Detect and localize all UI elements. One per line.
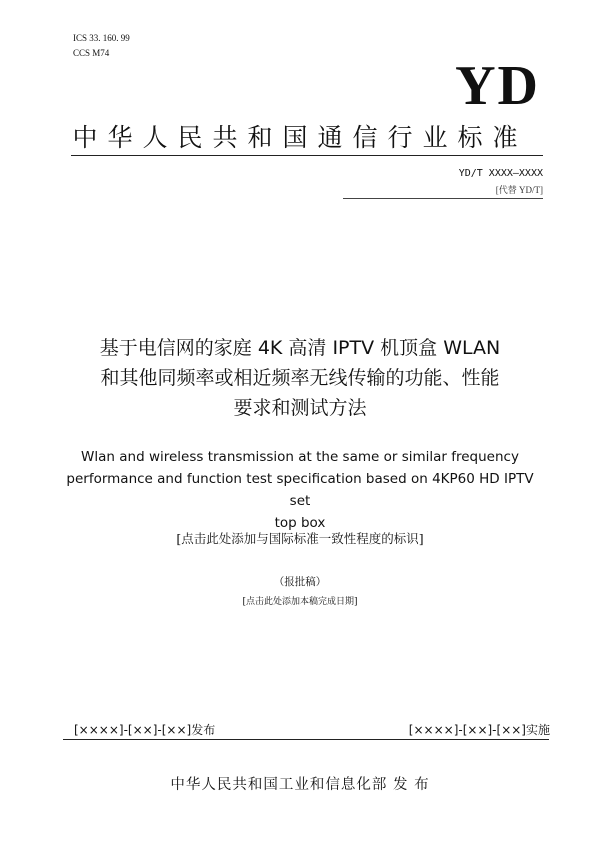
title-cn-line3: 要求和测试方法 bbox=[233, 397, 367, 419]
footer-divider bbox=[63, 739, 549, 740]
issuing-authority: 中华人民共和国工业和信息化部 发 布 bbox=[170, 777, 430, 793]
conformity-placeholder[interactable]: [点击此处添加与国际标准一致性程度的标识] bbox=[176, 531, 424, 546]
chinese-title bbox=[40, 333, 560, 423]
header-divider bbox=[71, 155, 543, 156]
ics-code: ICS 33. 160. 99 bbox=[73, 33, 130, 43]
number-underline bbox=[343, 198, 543, 199]
english-title bbox=[60, 446, 540, 534]
standard-number: YD/T XXXX—XXXX bbox=[458, 168, 543, 179]
classification-codes bbox=[73, 31, 130, 61]
title-en-line3: top box bbox=[274, 515, 326, 531]
title-cn-line1: 基于电信网的家庭 4K 高清 IPTV 机顶盒 WLAN bbox=[99, 337, 501, 359]
completion-date-placeholder[interactable]: [点击此处添加本稿完成日期] bbox=[242, 597, 358, 607]
title-en-line1: Wlan and wireless transmission at the same or similar frequency bbox=[81, 449, 519, 465]
org-title: 中华人民共和国通信行业标准 bbox=[72, 123, 528, 152]
replaces-standard: [代替 YD/T] bbox=[495, 185, 543, 195]
title-cn-line2: 和其他同频率或相近频率无线传输的功能、性能 bbox=[100, 367, 500, 389]
title-en-line2: performance and function test specification based on 4KP60 HD IPTV set bbox=[66, 471, 534, 509]
yd-logo: YD bbox=[455, 55, 540, 117]
ccs-code: CCS M74 bbox=[73, 48, 110, 58]
implement-date: [××××]-[××]-[××]实施 bbox=[408, 723, 550, 737]
draft-status: （报批稿） bbox=[273, 576, 327, 588]
issue-date: [××××]-[××]-[××]发布 bbox=[74, 723, 216, 737]
